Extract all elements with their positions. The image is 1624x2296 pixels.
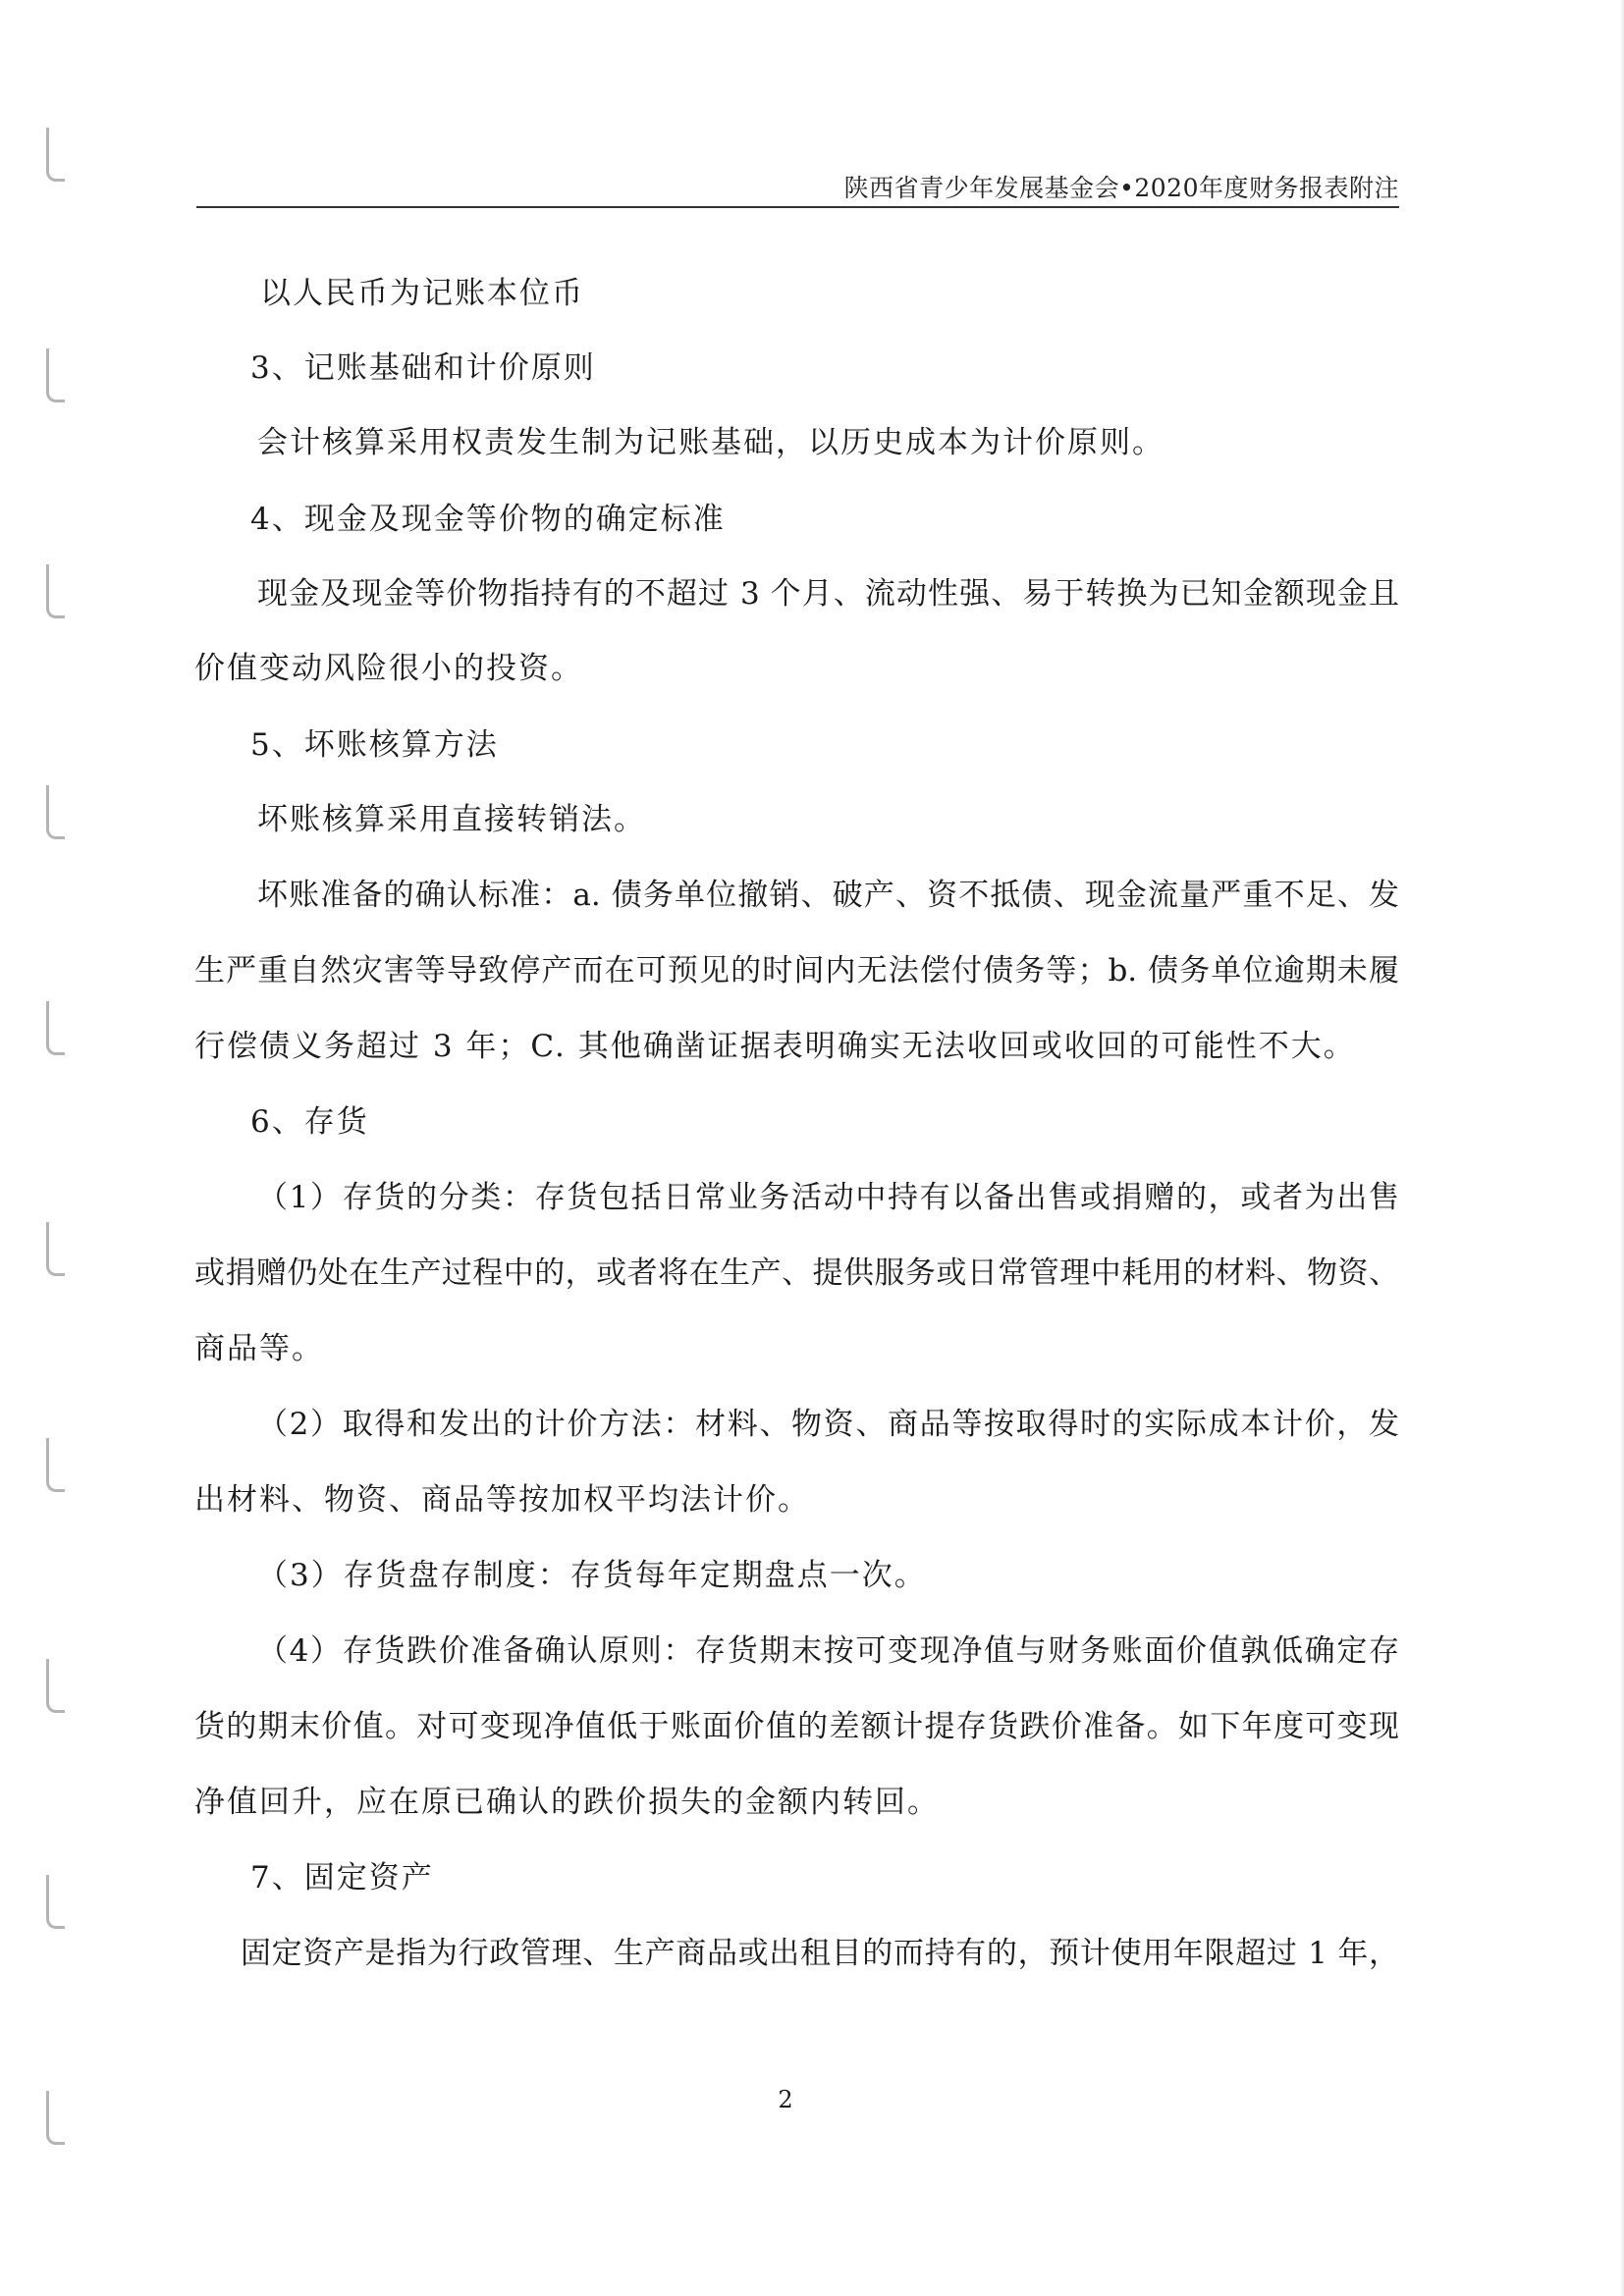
body-line: 固定资产是指为行政管理、生产商品或出租目的而持有的，预计使用年限超过 1 年， <box>241 1936 1399 1971</box>
body-line: 商品等。 <box>194 1331 324 1366</box>
section-heading: 3、记账基础和计价原则 <box>250 350 596 386</box>
binder-hole-mark <box>46 348 65 402</box>
body-line: （1）存货的分类：存货包括日常业务活动中持有以备出售或捐赠的，或者为出售 <box>257 1180 1399 1215</box>
body-line: 坏账准备的确认标准：a. 债务单位撤销、破产、资不抵债、现金流量严重不足、发 <box>257 878 1399 913</box>
binder-hole-mark <box>46 785 65 839</box>
body-line: 行偿债义务超过 3 年；C. 其他确凿证据表明确实无法收回或收回的可能性不大。 <box>194 1029 1356 1064</box>
binder-hole-mark <box>46 1875 65 1929</box>
body-line: 出材料、物资、商品等按加权平均法计价。 <box>194 1482 810 1518</box>
header-rule <box>196 206 1399 208</box>
body-line: （3）存货盘存制度：存货每年定期盘点一次。 <box>257 1558 927 1593</box>
binder-hole-mark <box>46 2091 65 2145</box>
binder-hole-mark <box>46 1001 65 1055</box>
body-line: 坏账核算采用直接转销法。 <box>257 802 646 837</box>
binder-hole-mark <box>46 1222 65 1276</box>
section-heading: 4、现金及现金等价物的确定标准 <box>250 502 726 537</box>
body-line: （2）取得和发出的计价方法：材料、物资、商品等按取得时的实际成本计价，发 <box>257 1407 1399 1442</box>
body-line: 价值变动风险很小的投资。 <box>194 651 583 686</box>
body-line: （4）存货跌价准备确认原则：存货期末按可变现净值与财务账面价值孰低确定存 <box>257 1633 1399 1669</box>
body-line: 以人民币为记账本位币 <box>260 276 584 311</box>
binder-hole-mark <box>46 1438 65 1492</box>
page-header: 陕西省青少年发展基金会•2020年度财务报表附注 <box>843 174 1399 202</box>
page-number: 2 <box>778 2086 793 2113</box>
page-edge-shadow <box>1620 0 1624 2296</box>
body-line: 或捐赠仍处在生产过程中的，或者将在生产、提供服务或日常管理中耗用的材料、物资、 <box>194 1255 1399 1291</box>
body-line: 货的期末价值。对可变现净值低于账面价值的差额计提存货跌价准备。如下年度可变现 <box>194 1709 1399 1744</box>
section-heading: 7、固定资产 <box>250 1860 434 1896</box>
binder-hole-mark <box>46 1659 65 1713</box>
body-line: 现金及现金等价物指持有的不超过 3 个月、流动性强、易于转换为已知金额现金且 <box>257 576 1399 612</box>
binder-hole-mark <box>46 564 65 618</box>
section-heading: 6、存货 <box>250 1104 369 1140</box>
body-line: 生严重自然灾害等导致停产而在可预见的时间内无法偿付债务等；b. 债务单位逾期未履 <box>194 953 1399 988</box>
body-line: 净值回升，应在原已确认的跌价损失的金额内转回。 <box>194 1785 940 1820</box>
body-line: 会计核算采用权责发生制为记账基础，以历史成本为计价原则。 <box>257 425 1164 460</box>
binder-hole-mark <box>46 128 65 182</box>
section-heading: 5、坏账核算方法 <box>250 727 499 763</box>
